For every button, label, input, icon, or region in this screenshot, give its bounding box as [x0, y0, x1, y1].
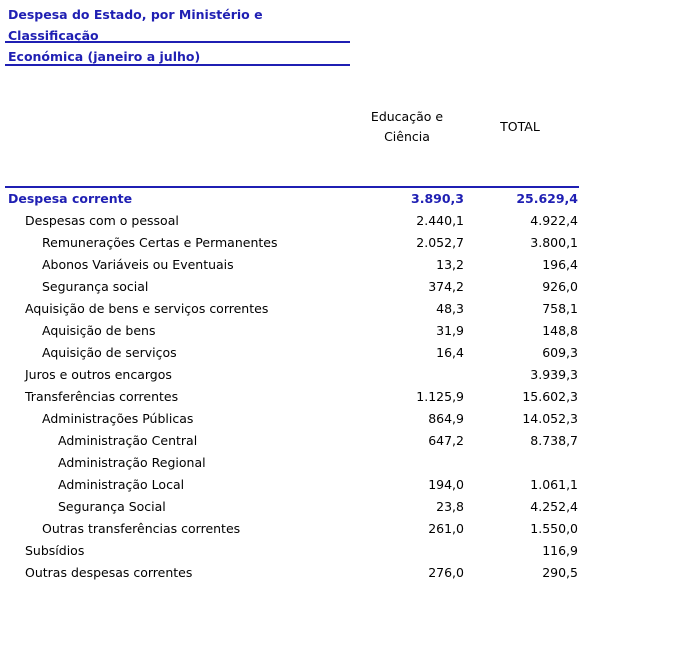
- row-value-total: 148,8: [542, 323, 578, 338]
- row-value-education: 2.052,7: [416, 235, 464, 250]
- row-value-total: 196,4: [542, 257, 578, 272]
- row-label: Administrações Públicas: [42, 411, 194, 426]
- table-row: [0, 496, 600, 518]
- table-row: [0, 364, 600, 386]
- row-value-education: 13,2: [436, 257, 464, 272]
- row-value-education: 647,2: [428, 433, 464, 448]
- row-label: Outras transferências correntes: [42, 521, 241, 536]
- table-row: [0, 188, 600, 210]
- table-row: [0, 254, 600, 276]
- column-header-education: Educação e Ciência: [370, 109, 444, 144]
- row-value-education: 194,0: [428, 477, 464, 492]
- table-row: [0, 276, 600, 298]
- row-value-total: 290,5: [542, 565, 578, 580]
- row-value-total: 926,0: [542, 279, 578, 294]
- row-label: Aquisição de serviços: [42, 345, 177, 360]
- table-row: [0, 232, 600, 254]
- row-label: Aquisição de bens e serviços correntes: [25, 301, 269, 316]
- row-value-total: 609,3: [542, 345, 578, 360]
- row-label: Outras despesas correntes: [25, 565, 193, 580]
- row-value-education: 276,0: [428, 565, 464, 580]
- expense-table: [0, 188, 600, 584]
- row-label: Subsídios: [25, 543, 85, 558]
- row-label: Transferências correntes: [25, 389, 179, 404]
- table-row: [0, 540, 600, 562]
- row-value-education: 31,9: [436, 323, 464, 338]
- row-label: Administração Central: [58, 433, 198, 448]
- row-value-total: 758,1: [542, 301, 578, 316]
- table-row: [0, 386, 600, 408]
- row-value-total: 25.629,4: [516, 191, 578, 206]
- row-label: Segurança Social: [58, 499, 166, 514]
- row-value-education: 261,0: [428, 521, 464, 536]
- row-value-total: 116,9: [542, 543, 578, 558]
- row-label: Remunerações Certas e Permanentes: [42, 235, 278, 250]
- title-underline: [5, 41, 350, 43]
- row-label: Despesa corrente: [8, 191, 133, 206]
- row-label: Abonos Variáveis ou Eventuais: [42, 257, 234, 272]
- table-row: [0, 298, 600, 320]
- page-title: Despesa do Estado, por Ministério e Classificação Económica (janeiro a julho): [8, 7, 263, 64]
- row-value-education: 16,4: [436, 345, 464, 360]
- row-value-total: 4.922,4: [530, 213, 578, 228]
- row-value-total: 3.939,3: [530, 367, 578, 382]
- row-value-education: 374,2: [428, 279, 464, 294]
- row-label: Segurança social: [42, 279, 149, 294]
- table-row: [0, 562, 600, 584]
- table-row: [0, 518, 600, 540]
- row-value-total: 1.061,1: [530, 477, 578, 492]
- table-row: [0, 210, 600, 232]
- table-row: [0, 430, 600, 452]
- row-value-education: 48,3: [436, 301, 464, 316]
- table-row: [0, 452, 600, 474]
- row-value-total: 14.052,3: [522, 411, 578, 426]
- row-label: Despesas com o pessoal: [25, 213, 179, 228]
- row-value-total: 8.738,7: [530, 433, 578, 448]
- row-value-total: 4.252,4: [530, 499, 578, 514]
- title-separator: [5, 64, 350, 66]
- row-label: Juros e outros encargos: [25, 367, 172, 382]
- row-label: Administração Regional: [58, 455, 206, 470]
- table-row: [0, 408, 600, 430]
- row-value-total: 1.550,0: [530, 521, 578, 536]
- row-value-total: 15.602,3: [522, 389, 578, 404]
- row-value-education: 23,8: [436, 499, 464, 514]
- row-value-education: 3.890,3: [411, 191, 464, 206]
- row-value-education: 2.440,1: [416, 213, 464, 228]
- row-value-total: 3.800,1: [530, 235, 578, 250]
- table-row: [0, 474, 600, 496]
- table-row: [0, 342, 600, 364]
- row-value-education: 1.125,9: [416, 389, 464, 404]
- row-label: Aquisição de bens: [42, 323, 156, 338]
- row-value-education: 864,9: [428, 411, 464, 426]
- column-header-total: TOTAL: [500, 119, 540, 134]
- row-label: Administração Local: [58, 477, 185, 492]
- table-row: [0, 320, 600, 342]
